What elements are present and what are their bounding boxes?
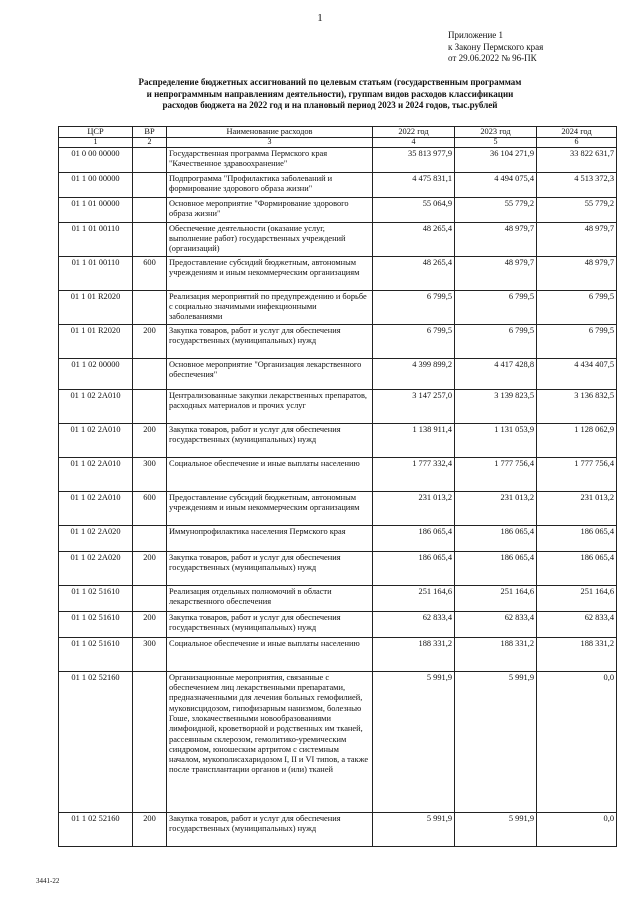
vr-cell: 200 — [133, 611, 167, 637]
header-csr: ЦСР — [59, 127, 133, 138]
amount-2024-cell: 186 065,4 — [537, 551, 617, 585]
amount-2023-cell: 186 065,4 — [455, 551, 537, 585]
amount-2024-cell: 6 799,5 — [537, 290, 617, 324]
amount-2022-cell: 231 013,2 — [373, 491, 455, 525]
vr-cell: 300 — [133, 637, 167, 671]
amount-2022-cell: 1 777 332,4 — [373, 457, 455, 491]
name-cell: Предоставление субсидий бюджетным, автономным учреждениям и иным некоммерческим организациям — [167, 491, 373, 525]
csr-cell: 01 1 02 52160 — [59, 671, 133, 812]
csr-cell: 01 1 02 51610 — [59, 611, 133, 637]
amount-2023-cell: 188 331,2 — [455, 637, 537, 671]
amount-2023-cell: 62 833,4 — [455, 611, 537, 637]
amount-2023-cell: 186 065,4 — [455, 525, 537, 551]
name-cell: Закупка товаров, работ и услуг для обеспечения государственных (муниципальных) нужд — [167, 812, 373, 846]
table-row — [59, 358, 617, 389]
amount-2023-cell: 6 799,5 — [455, 290, 537, 324]
amount-2024-cell: 62 833,4 — [537, 611, 617, 637]
page-number: 1 — [317, 12, 323, 24]
csr-cell: 01 1 02 51610 — [59, 585, 133, 611]
header-number: 4 — [373, 138, 455, 148]
name-cell: Социальное обеспечение и иные выплаты населению — [167, 457, 373, 491]
name-cell: Закупка товаров, работ и услуг для обеспечения государственных (муниципальных) нужд — [167, 551, 373, 585]
name-cell: Обеспечение деятельности (оказание услуг, выполнение работ) государственных учреждений (организаций) — [167, 222, 373, 256]
vr-cell: 200 — [133, 551, 167, 585]
amount-2022-cell: 55 064,9 — [373, 197, 455, 222]
amount-2022-cell: 48 265,4 — [373, 256, 455, 290]
vr-cell — [133, 172, 167, 197]
header-number-row — [59, 138, 617, 148]
table-row — [59, 290, 617, 324]
vr-cell — [133, 525, 167, 551]
header-vr: ВР — [133, 127, 167, 138]
vr-cell: 600 — [133, 256, 167, 290]
name-cell: Социальное обеспечение и иные выплаты населению — [167, 637, 373, 671]
name-cell: Реализация отдельных полномочий в области лекарственного обеспечения — [167, 585, 373, 611]
amount-2023-cell: 4 494 075,4 — [455, 172, 537, 197]
csr-cell: 01 1 02 51610 — [59, 637, 133, 671]
amount-2022-cell: 48 265,4 — [373, 222, 455, 256]
header-number: 2 — [133, 138, 167, 148]
csr-cell: 01 1 02 2А020 — [59, 551, 133, 585]
table-row — [59, 551, 617, 585]
amount-2022-cell: 4 399 899,2 — [373, 358, 455, 389]
amount-2024-cell: 3 136 832,5 — [537, 389, 617, 423]
amount-2022-cell: 186 065,4 — [373, 551, 455, 585]
amount-2023-cell: 6 799,5 — [455, 324, 537, 358]
document-title — [60, 77, 600, 112]
table-row — [59, 812, 617, 846]
amount-2024-cell: 0,0 — [537, 671, 617, 812]
vr-cell — [133, 671, 167, 812]
vr-cell — [133, 222, 167, 256]
header-number: 3 — [167, 138, 373, 148]
amount-2024-cell: 251 164,6 — [537, 585, 617, 611]
amount-2022-cell: 188 331,2 — [373, 637, 455, 671]
amount-2023-cell: 55 779,2 — [455, 197, 537, 222]
header-name: Наименование расходов — [167, 127, 373, 138]
amount-2024-cell: 6 799,5 — [537, 324, 617, 358]
csr-cell: 01 1 02 00000 — [59, 358, 133, 389]
amount-2022-cell: 6 799,5 — [373, 324, 455, 358]
vr-cell — [133, 389, 167, 423]
vr-cell — [133, 585, 167, 611]
amount-2024-cell: 186 065,4 — [537, 525, 617, 551]
appendix-block — [448, 30, 543, 65]
vr-cell — [133, 197, 167, 222]
title-line: Распределение бюджетных ассигнований по целевым статьям (государственным программам — [138, 77, 522, 87]
vr-cell: 200 — [133, 324, 167, 358]
amount-2022-cell: 5 991,9 — [373, 812, 455, 846]
amount-2024-cell: 33 822 631,7 — [537, 147, 617, 172]
amount-2024-cell: 4 434 407,5 — [537, 358, 617, 389]
csr-cell: 01 0 00 00000 — [59, 147, 133, 172]
amount-2022-cell: 35 813 977,9 — [373, 147, 455, 172]
table-row — [59, 423, 617, 457]
amount-2023-cell: 3 139 823,5 — [455, 389, 537, 423]
table-row — [59, 457, 617, 491]
amount-2023-cell: 5 991,9 — [455, 671, 537, 812]
name-cell: Предоставление субсидий бюджетным, автономным учреждениям и иным некоммерческим организациям — [167, 256, 373, 290]
table-row — [59, 491, 617, 525]
amount-2024-cell: 1 777 756,4 — [537, 457, 617, 491]
amount-2023-cell: 48 979,7 — [455, 256, 537, 290]
csr-cell: 01 1 02 2А010 — [59, 423, 133, 457]
amount-2022-cell: 3 147 257,0 — [373, 389, 455, 423]
title-line: расходов бюджета на 2022 год и на плановый период 2023 и 2024 годов, тыс.рублей — [162, 100, 498, 110]
amount-2023-cell: 36 104 271,9 — [455, 147, 537, 172]
name-cell: Подпрограмма "Профилактика заболеваний и формирование здорового образа жизни" — [167, 172, 373, 197]
table-row — [59, 525, 617, 551]
amount-2024-cell: 4 513 372,3 — [537, 172, 617, 197]
table-row — [59, 222, 617, 256]
amount-2022-cell: 6 799,5 — [373, 290, 455, 324]
header-2024: 2024 год — [537, 127, 617, 138]
amount-2024-cell: 48 979,7 — [537, 222, 617, 256]
amount-2024-cell: 55 779,2 — [537, 197, 617, 222]
amount-2023-cell: 5 991,9 — [455, 812, 537, 846]
name-cell: Централизованные закупки лекарственных препаратов, расходных материалов и прочих услуг — [167, 389, 373, 423]
amount-2024-cell: 188 331,2 — [537, 637, 617, 671]
table-row — [59, 671, 617, 812]
amount-2022-cell: 251 164,6 — [373, 585, 455, 611]
csr-cell: 01 1 02 52160 — [59, 812, 133, 846]
amount-2023-cell: 251 164,6 — [455, 585, 537, 611]
csr-cell: 01 1 02 2А010 — [59, 389, 133, 423]
amount-2024-cell: 48 979,7 — [537, 256, 617, 290]
amount-2023-cell: 1 777 756,4 — [455, 457, 537, 491]
csr-cell: 01 1 01 00000 — [59, 197, 133, 222]
vr-cell: 200 — [133, 812, 167, 846]
amount-2024-cell: 0,0 — [537, 812, 617, 846]
csr-cell: 01 1 01 R2020 — [59, 324, 133, 358]
csr-cell: 01 1 01 00110 — [59, 222, 133, 256]
amount-2024-cell: 1 128 062,9 — [537, 423, 617, 457]
header-2023: 2023 год — [455, 127, 537, 138]
csr-cell: 01 1 01 00110 — [59, 256, 133, 290]
header-number: 1 — [59, 138, 133, 148]
vr-cell: 300 — [133, 457, 167, 491]
amount-2022-cell: 186 065,4 — [373, 525, 455, 551]
name-cell: Основное мероприятие "Организация лекарственного обеспечения" — [167, 358, 373, 389]
vr-cell: 200 — [133, 423, 167, 457]
appendix-line: от 29.06.2022 № 96-ПК — [448, 53, 537, 63]
table-row — [59, 389, 617, 423]
appendix-line: к Закону Пермского края — [448, 41, 544, 52]
header-2022: 2022 год — [373, 127, 455, 138]
name-cell: Иммунопрофилактика населения Пермского края — [167, 525, 373, 551]
name-cell: Закупка товаров, работ и услуг для обеспечения государственных (муниципальных) нужд — [167, 324, 373, 358]
table-row — [59, 197, 617, 222]
table-row — [59, 637, 617, 671]
budget-table — [58, 126, 617, 847]
header-row — [59, 127, 617, 138]
csr-cell: 01 1 00 00000 — [59, 172, 133, 197]
table-row — [59, 585, 617, 611]
csr-cell: 01 1 01 R2020 — [59, 290, 133, 324]
header-number: 6 — [537, 138, 617, 148]
csr-cell: 01 1 02 2А010 — [59, 491, 133, 525]
amount-2024-cell: 231 013,2 — [537, 491, 617, 525]
amount-2022-cell: 62 833,4 — [373, 611, 455, 637]
name-cell: Организационные мероприятия, связанные с обеспечением лиц лекарственными препаратами, предназначенными для лечения больных гемофилией, муковисцидозом, гипофизарным нанизмом, болезнью Гоше, злокачественными новообразованиями лимфоидной, кроветворной и родственных им тканей, рассеянным склерозом, гемолитико-уремическим синдромом, юношеским артритом с системным началом, мукополисахаридозом I, II и VI типов, а также после трансплантации органов и (или) тканей — [167, 671, 373, 812]
name-cell: Государственная программа Пермского края "Качественное здравоохранение" — [167, 147, 373, 172]
table-row — [59, 147, 617, 172]
vr-cell — [133, 147, 167, 172]
amount-2023-cell: 48 979,7 — [455, 222, 537, 256]
amount-2022-cell: 4 475 831,1 — [373, 172, 455, 197]
table-row — [59, 172, 617, 197]
amount-2022-cell: 5 991,9 — [373, 671, 455, 812]
table-body — [59, 147, 617, 846]
vr-cell: 600 — [133, 491, 167, 525]
amount-2022-cell: 1 138 911,4 — [373, 423, 455, 457]
name-cell: Реализация мероприятий по предупреждению и борьбе с социально значимыми инфекционными заболеваниями — [167, 290, 373, 324]
name-cell: Основное мероприятие "Формирование здорового образа жизни" — [167, 197, 373, 222]
amount-2023-cell: 1 131 053,9 — [455, 423, 537, 457]
amount-2023-cell: 231 013,2 — [455, 491, 537, 525]
footer-code: 3441-22 — [36, 877, 60, 885]
vr-cell — [133, 358, 167, 389]
name-cell: Закупка товаров, работ и услуг для обеспечения государственных (муниципальных) нужд — [167, 611, 373, 637]
csr-cell: 01 1 02 2А020 — [59, 525, 133, 551]
table-row — [59, 611, 617, 637]
name-cell: Закупка товаров, работ и услуг для обеспечения государственных (муниципальных) нужд — [167, 423, 373, 457]
header-number: 5 — [455, 138, 537, 148]
table-row — [59, 256, 617, 290]
csr-cell: 01 1 02 2А010 — [59, 457, 133, 491]
table-row — [59, 324, 617, 358]
title-line: и непрограммным направлениям деятельности), группам видов расходов классификации — [146, 88, 514, 99]
amount-2023-cell: 4 417 428,8 — [455, 358, 537, 389]
appendix-line: Приложение 1 — [448, 30, 504, 40]
vr-cell — [133, 290, 167, 324]
